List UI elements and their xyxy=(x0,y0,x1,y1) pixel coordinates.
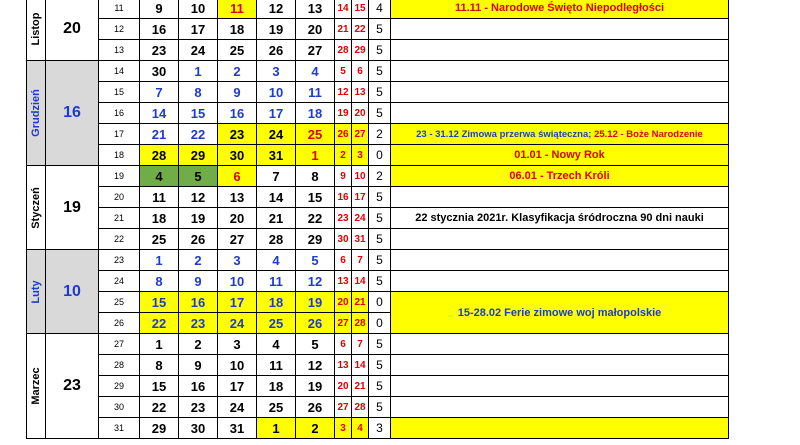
week-note xyxy=(391,103,729,124)
week-number: 16 xyxy=(99,103,140,124)
week-row xyxy=(27,166,729,187)
weekday-date: 15 xyxy=(140,376,179,397)
weekend-date: 26 xyxy=(335,124,352,145)
month-name: Listop xyxy=(30,12,42,46)
weekday-date: 21 xyxy=(140,124,179,145)
week-row xyxy=(27,40,729,61)
school-days-in-week: 0 xyxy=(369,313,391,334)
weekday-date: 5 xyxy=(179,166,218,187)
weekend-date: 21 xyxy=(352,292,369,313)
weekday-date: 17 xyxy=(218,376,257,397)
weekday-date: 16 xyxy=(179,292,218,313)
week-note xyxy=(391,40,729,61)
weekday-date: 10 xyxy=(218,271,257,292)
weekday-date: 30 xyxy=(179,418,218,439)
school-days-in-week: 5 xyxy=(369,187,391,208)
week-note: 23 - 31.12 Zimowa przerwa świąteczna; 25.12 - Boże Narodzenie xyxy=(391,124,729,145)
weekend-date: 6 xyxy=(335,334,352,355)
week-row xyxy=(27,103,729,124)
weekday-date: 19 xyxy=(257,19,296,40)
week-row xyxy=(27,208,729,229)
weekday-date: 30 xyxy=(218,145,257,166)
week-number: 31 xyxy=(99,418,140,439)
weekend-date: 12 xyxy=(335,82,352,103)
weekday-date: 1 xyxy=(140,250,179,271)
weekday-date: 17 xyxy=(218,292,257,313)
weekday-date: 19 xyxy=(179,208,218,229)
school-days-in-week: 0 xyxy=(369,292,391,313)
weekday-date: 11 xyxy=(140,187,179,208)
week-number: 15 xyxy=(99,82,140,103)
week-note xyxy=(391,355,729,376)
weekday-date: 21 xyxy=(257,208,296,229)
month-school-days-count: 20 xyxy=(46,0,99,61)
weekend-date: 5 xyxy=(335,61,352,82)
school-days-in-week: 5 xyxy=(369,376,391,397)
week-note xyxy=(391,418,729,439)
week-row xyxy=(27,355,729,376)
month-name-cell xyxy=(27,250,46,334)
weekday-date: 22 xyxy=(296,208,335,229)
weekday-date: 9 xyxy=(179,271,218,292)
weekday-date: 24 xyxy=(218,313,257,334)
school-days-in-week: 5 xyxy=(369,334,391,355)
weekend-date: 28 xyxy=(352,313,369,334)
week-note: 06.01 - Trzech Króli xyxy=(391,166,729,187)
weekday-date: 27 xyxy=(296,40,335,61)
weekday-date: 12 xyxy=(257,0,296,19)
week-number: 29 xyxy=(99,376,140,397)
week-number: 14 xyxy=(99,61,140,82)
weekend-date: 6 xyxy=(335,250,352,271)
weekday-date: 13 xyxy=(218,187,257,208)
weekday-date: 1 xyxy=(140,334,179,355)
weekday-date: 29 xyxy=(140,418,179,439)
month-school-days-count: 16 xyxy=(46,61,99,166)
school-days-in-week: 5 xyxy=(369,208,391,229)
week-number: 19 xyxy=(99,166,140,187)
weekday-date: 31 xyxy=(257,145,296,166)
weekend-date: 7 xyxy=(352,250,369,271)
calendar-body xyxy=(27,0,729,439)
weekday-date: 24 xyxy=(257,124,296,145)
school-days-in-week: 5 xyxy=(369,250,391,271)
weekday-date: 8 xyxy=(140,271,179,292)
month-name-cell xyxy=(27,334,46,439)
weekday-date: 3 xyxy=(218,250,257,271)
school-days-in-week: 5 xyxy=(369,19,391,40)
school-days-in-week: 5 xyxy=(369,40,391,61)
week-note xyxy=(391,376,729,397)
weekday-date: 3 xyxy=(218,334,257,355)
weekday-date: 9 xyxy=(140,0,179,19)
weekday-date: 12 xyxy=(296,271,335,292)
weekday-date: 4 xyxy=(257,334,296,355)
weekend-date: 14 xyxy=(335,0,352,19)
weekday-date: 31 xyxy=(218,418,257,439)
week-number: 26 xyxy=(99,313,140,334)
week-row xyxy=(27,397,729,418)
weekend-date: 30 xyxy=(335,229,352,250)
week-note xyxy=(391,82,729,103)
week-row xyxy=(27,334,729,355)
weekday-date: 11 xyxy=(257,271,296,292)
weekday-date: 2 xyxy=(296,418,335,439)
month-name-cell xyxy=(27,0,46,61)
weekday-date: 18 xyxy=(140,208,179,229)
weekday-date: 15 xyxy=(179,103,218,124)
week-number: 17 xyxy=(99,124,140,145)
week-row xyxy=(27,187,729,208)
week-number: 28 xyxy=(99,355,140,376)
weekend-date: 21 xyxy=(335,19,352,40)
weekend-date: 31 xyxy=(352,229,369,250)
weekday-date: 25 xyxy=(218,40,257,61)
month-school-days-count: 23 xyxy=(46,334,99,439)
weekday-date: 16 xyxy=(179,376,218,397)
weekend-date: 7 xyxy=(352,334,369,355)
school-days-in-week: 5 xyxy=(369,82,391,103)
school-days-in-week: 5 xyxy=(369,355,391,376)
weekday-date: 10 xyxy=(218,355,257,376)
week-number: 30 xyxy=(99,397,140,418)
weekend-date: 19 xyxy=(335,103,352,124)
weekend-date: 13 xyxy=(352,82,369,103)
weekend-date: 27 xyxy=(335,313,352,334)
weekday-date: 16 xyxy=(218,103,257,124)
weekday-date: 26 xyxy=(296,397,335,418)
weekend-date: 27 xyxy=(335,397,352,418)
weekday-date: 18 xyxy=(296,103,335,124)
school-days-in-week: 2 xyxy=(369,166,391,187)
weekend-date: 22 xyxy=(352,19,369,40)
weekday-date: 16 xyxy=(140,19,179,40)
week-note xyxy=(391,19,729,40)
week-number: 22 xyxy=(99,229,140,250)
week-row xyxy=(27,0,729,19)
weekend-date: 16 xyxy=(335,187,352,208)
week-note xyxy=(391,334,729,355)
weekday-date: 1 xyxy=(296,145,335,166)
weekday-date: 25 xyxy=(257,397,296,418)
weekday-date: 2 xyxy=(179,334,218,355)
weekday-date: 29 xyxy=(179,145,218,166)
week-note xyxy=(391,271,729,292)
weekday-date: 15 xyxy=(140,292,179,313)
weekday-date: 5 xyxy=(296,250,335,271)
month-name: Grudzień xyxy=(30,89,42,137)
week-row xyxy=(27,229,729,250)
weekend-date: 3 xyxy=(335,418,352,439)
weekday-date: 22 xyxy=(140,397,179,418)
weekend-date: 24 xyxy=(352,208,369,229)
weekday-date: 19 xyxy=(296,292,335,313)
week-number: 18 xyxy=(99,145,140,166)
week-row xyxy=(27,145,729,166)
weekend-date: 23 xyxy=(335,208,352,229)
month-name: Marzec xyxy=(30,367,42,405)
weekday-date: 25 xyxy=(140,229,179,250)
weekday-date: 23 xyxy=(179,397,218,418)
weekday-date: 19 xyxy=(296,376,335,397)
weekend-date: 28 xyxy=(352,397,369,418)
weekday-date: 26 xyxy=(179,229,218,250)
weekday-date: 1 xyxy=(257,418,296,439)
week-number: 27 xyxy=(99,334,140,355)
weekday-date: 24 xyxy=(218,397,257,418)
week-note: 15-28.02 Ferie zimowe woj małopolskie xyxy=(391,292,729,334)
weekday-date: 13 xyxy=(296,0,335,19)
weekday-date: 20 xyxy=(296,19,335,40)
week-note xyxy=(391,397,729,418)
weekday-date: 23 xyxy=(218,124,257,145)
weekday-date: 14 xyxy=(140,103,179,124)
month-school-days-count: 10 xyxy=(46,250,99,334)
week-row xyxy=(27,61,729,82)
weekday-date: 22 xyxy=(179,124,218,145)
weekend-date: 28 xyxy=(335,40,352,61)
weekday-date: 28 xyxy=(140,145,179,166)
school-days-in-week: 5 xyxy=(369,103,391,124)
week-number: 11 xyxy=(99,0,140,19)
school-days-in-week: 5 xyxy=(369,397,391,418)
weekday-date: 9 xyxy=(179,355,218,376)
weekday-date: 10 xyxy=(179,0,218,19)
weekday-date: 7 xyxy=(257,166,296,187)
weekend-date: 3 xyxy=(352,145,369,166)
school-days-in-week: 4 xyxy=(369,0,391,19)
weekend-date: 4 xyxy=(352,418,369,439)
weekday-date: 6 xyxy=(218,166,257,187)
month-name: Styczeń xyxy=(30,186,42,229)
weekday-date: 9 xyxy=(218,82,257,103)
weekday-date: 3 xyxy=(257,61,296,82)
week-note xyxy=(391,229,729,250)
weekend-date: 15 xyxy=(352,0,369,19)
weekend-date: 13 xyxy=(335,355,352,376)
weekend-date: 20 xyxy=(335,376,352,397)
weekday-date: 17 xyxy=(179,19,218,40)
school-days-in-week: 5 xyxy=(369,271,391,292)
weekend-date: 27 xyxy=(352,124,369,145)
weekday-date: 28 xyxy=(257,229,296,250)
weekday-date: 30 xyxy=(140,61,179,82)
weekend-date: 14 xyxy=(352,355,369,376)
week-row xyxy=(27,250,729,271)
weekend-date: 20 xyxy=(352,103,369,124)
week-row xyxy=(27,376,729,397)
week-row xyxy=(27,271,729,292)
week-row xyxy=(27,124,729,145)
weekday-date: 7 xyxy=(140,82,179,103)
weekday-date: 8 xyxy=(296,166,335,187)
weekday-date: 8 xyxy=(140,355,179,376)
weekday-date: 26 xyxy=(296,313,335,334)
weekday-date: 1 xyxy=(179,61,218,82)
week-row xyxy=(27,19,729,40)
month-name: Luty xyxy=(30,279,42,304)
week-note: 11.11 - Narodowe Święto Niepodległości xyxy=(391,0,729,19)
weekend-date: 17 xyxy=(352,187,369,208)
weekend-date: 2 xyxy=(335,145,352,166)
week-number: 25 xyxy=(99,292,140,313)
week-number: 12 xyxy=(99,19,140,40)
weekend-date: 21 xyxy=(352,376,369,397)
weekday-date: 27 xyxy=(218,229,257,250)
weekday-date: 24 xyxy=(179,40,218,61)
weekday-date: 12 xyxy=(296,355,335,376)
week-row xyxy=(27,292,729,313)
weekday-date: 20 xyxy=(218,208,257,229)
weekday-date: 2 xyxy=(179,250,218,271)
weekend-date: 13 xyxy=(335,271,352,292)
weekday-date: 11 xyxy=(218,0,257,19)
weekday-date: 2 xyxy=(218,61,257,82)
weekday-date: 4 xyxy=(140,166,179,187)
weekday-date: 25 xyxy=(296,124,335,145)
week-note xyxy=(391,250,729,271)
weekday-date: 11 xyxy=(257,355,296,376)
weekday-date: 10 xyxy=(257,82,296,103)
weekday-date: 14 xyxy=(257,187,296,208)
week-number: 13 xyxy=(99,40,140,61)
weekend-date: 9 xyxy=(335,166,352,187)
weekday-date: 29 xyxy=(296,229,335,250)
week-number: 23 xyxy=(99,250,140,271)
weekday-date: 4 xyxy=(296,61,335,82)
month-school-days-count: 19 xyxy=(46,166,99,250)
weekday-date: 17 xyxy=(257,103,296,124)
week-note xyxy=(391,187,729,208)
weekday-date: 11 xyxy=(296,82,335,103)
week-note: 22 stycznia 2021r. Klasyfikacja śródroczna 90 dni nauki xyxy=(391,208,729,229)
weekday-date: 12 xyxy=(179,187,218,208)
weekday-date: 18 xyxy=(218,19,257,40)
month-name-cell xyxy=(27,61,46,166)
weekday-date: 23 xyxy=(140,40,179,61)
weekday-date: 5 xyxy=(296,334,335,355)
week-number: 21 xyxy=(99,208,140,229)
weekday-date: 15 xyxy=(296,187,335,208)
weekday-date: 22 xyxy=(140,313,179,334)
weekend-date: 29 xyxy=(352,40,369,61)
week-number: 20 xyxy=(99,187,140,208)
school-days-in-week: 5 xyxy=(369,229,391,250)
week-note: 01.01 - Nowy Rok xyxy=(391,145,729,166)
weekday-date: 8 xyxy=(179,82,218,103)
weekday-date: 26 xyxy=(257,40,296,61)
week-number: 24 xyxy=(99,271,140,292)
week-row xyxy=(27,418,729,439)
weekday-date: 18 xyxy=(257,376,296,397)
school-days-in-week: 0 xyxy=(369,145,391,166)
month-name-cell xyxy=(27,166,46,250)
week-note xyxy=(391,61,729,82)
weekend-date: 20 xyxy=(335,292,352,313)
school-days-in-week: 5 xyxy=(369,61,391,82)
school-days-in-week: 3 xyxy=(369,418,391,439)
weekday-date: 18 xyxy=(257,292,296,313)
weekend-date: 10 xyxy=(352,166,369,187)
weekday-date: 25 xyxy=(257,313,296,334)
weekend-date: 6 xyxy=(352,61,369,82)
weekday-date: 23 xyxy=(179,313,218,334)
weekend-date: 14 xyxy=(352,271,369,292)
week-row xyxy=(27,82,729,103)
weekday-date: 4 xyxy=(257,250,296,271)
school-calendar-table xyxy=(26,0,729,439)
school-days-in-week: 2 xyxy=(369,124,391,145)
